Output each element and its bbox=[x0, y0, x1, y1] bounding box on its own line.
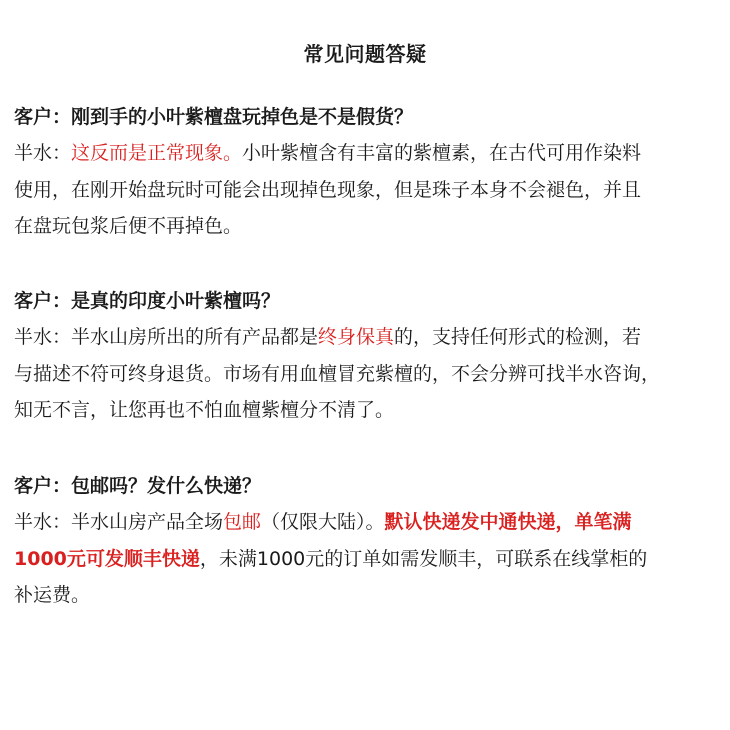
highlight-segment: 默认快递发中通快递，单笔满 bbox=[384, 511, 632, 533]
answer-segment: 半水：半水山房所出的所有产品都是 bbox=[14, 326, 319, 348]
highlight-segment: 这反而是正常现象。 bbox=[71, 142, 243, 164]
answer-line bbox=[14, 541, 720, 578]
answer-line bbox=[14, 208, 720, 245]
answer-segment: 小叶紫檀含有丰富的紫檀素，在古代可用作染料 bbox=[242, 142, 642, 164]
highlight-segment: 1000元可发顺丰快递 bbox=[14, 547, 200, 570]
answer-segment: 在盘玩包浆后便不再掉色。 bbox=[14, 215, 243, 237]
question-text: 客户：刚到手的小叶紫檀盘玩掉色是不是假货？ bbox=[14, 106, 414, 128]
answer-text bbox=[14, 135, 720, 245]
highlight-segment: 终身保真 bbox=[318, 326, 395, 348]
answer-line bbox=[14, 504, 720, 541]
answer-segment: 知无不言，让您再也不怕血檀紫檀分不清了。 bbox=[14, 399, 395, 421]
question-text: 客户：包邮吗？发什么快递？ bbox=[14, 475, 262, 497]
answer-segment: 使用，在刚开始盘玩时可能会出现掉色现象，但是珠子本身不会褪色，并且 bbox=[14, 178, 642, 201]
answer-line bbox=[14, 172, 720, 209]
qa-section-3 bbox=[14, 468, 720, 614]
page-title: 常见问题答疑 bbox=[303, 42, 427, 66]
answer-text bbox=[14, 319, 720, 429]
qa-section-1 bbox=[14, 99, 720, 245]
answer-segment: 的，支持任何形式的检测，若 bbox=[394, 326, 642, 348]
answer-segment: 半水： bbox=[14, 142, 72, 164]
answer-segment: 半水：半水山房产品全场 bbox=[14, 511, 224, 533]
answer-line bbox=[14, 392, 720, 429]
answer-segment: （仅限大陆）。 bbox=[261, 511, 385, 533]
answer-line bbox=[14, 319, 720, 356]
answer-segment: ，未满1000元的订单如需发顺丰，可联系在线掌柜的 bbox=[199, 547, 648, 570]
answer-line bbox=[14, 135, 720, 172]
answer-segment: 与描述不符可终身退货。市场有用血檀冒充紫檀的，不会分辨可找半水咨询， bbox=[14, 362, 661, 385]
highlight-segment: 包邮 bbox=[223, 511, 262, 533]
answer-line bbox=[14, 356, 720, 393]
qa-section-2 bbox=[14, 283, 720, 429]
question-text: 客户：是真的印度小叶紫檀吗？ bbox=[14, 290, 281, 312]
answer-line bbox=[14, 577, 720, 614]
answer-text bbox=[14, 504, 720, 614]
answer-segment: 补运费。 bbox=[14, 584, 91, 606]
